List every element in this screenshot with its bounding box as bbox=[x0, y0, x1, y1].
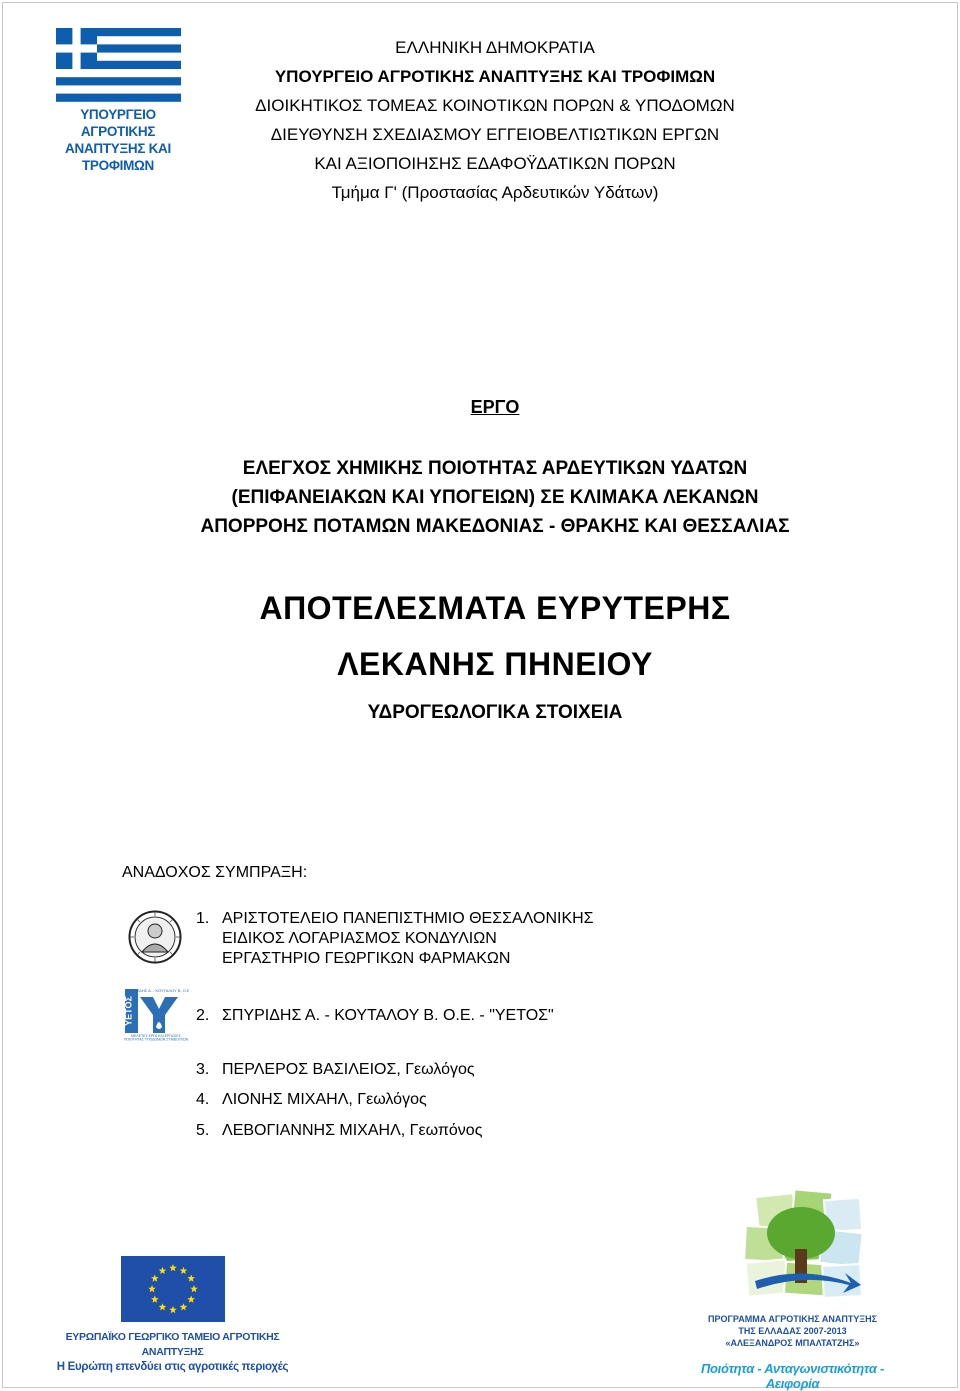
results-subtitle: ΥΔΡΟΓΕΩΛΟΓΙΚΑ ΣΤΟΙΧΕΙΑ bbox=[367, 702, 623, 723]
program-logo-line2: ΤΗΣ ΕΛΛΑΔΑΣ 2007-2013 bbox=[738, 1326, 847, 1336]
project-label: ΕΡΓΟ bbox=[470, 397, 520, 417]
auth-university: ΑΡΙΣΤΟΤΕΛΕΙΟ ΠΑΝΕΠΙΣΤΗΜΙΟ ΘΕΣΣΑΛΟΝΙΚΗΣ bbox=[222, 910, 594, 927]
header-directorate-cont: ΚΑΙ ΑΞΙΟΠΟΙΗΣΗΣ ΕΔΑΦΟΫΔΑΤΙΚΩΝ ΠΟΡΩΝ bbox=[314, 154, 676, 173]
contractor-item-2 bbox=[196, 1006, 209, 1026]
contractor-item-5-text: ΛΕΒΟΓΙΑΝΝΗΣ ΜΙΧΑΗΛ, Γεωπόνος bbox=[222, 1122, 483, 1139]
yetos-vertical-text: ΥΕΤΟΣ bbox=[123, 996, 134, 1026]
contractor-heading: ΑΝΑΔΟΧΟΣ ΣΥΜΠΡΑΞΗ: bbox=[122, 864, 308, 881]
yetos-top-text: ΣΠΥΡΙΔΗΣ Α. - ΚΟΥΤΑΛΟΥ Β. Ο.Ε. bbox=[127, 988, 189, 993]
eu-logo-line2: Η Ευρώπη επενδύει στις αγροτικές περιοχές bbox=[56, 1361, 289, 1373]
yetos-logo bbox=[123, 985, 189, 1041]
eu-logo-line1: ΕΥΡΩΠΑΪΚΟ ΓΕΩΡΓΙΚΟ ΤΑΜΕΙΟ ΑΓΡΟΤΙΚΗΣ ΑΝΑΠΤΥΞΗΣ bbox=[65, 1331, 280, 1358]
project-title-line2: (ΕΠΙΦΑΝΕΙΑΚΩΝ ΚΑΙ ΥΠΟΓΕΙΩΝ) ΣΕ ΚΛΙΜΑΚΑ ΛΕΚΑΝΩΝ bbox=[231, 487, 759, 508]
header-sector: ΔΙΟΙΚΗΤΙΚΟΣ ΤΟΜΕΑΣ ΚΟΙΝΟΤΙΚΩΝ ΠΟΡΩΝ & ΥΠΟΔΟΜΩΝ bbox=[255, 96, 735, 115]
auth-laboratory: ΕΡΓΑΣΤΗΡΙΟ ΓΕΩΡΓΙΚΩΝ ΦΑΡΜΑΚΩΝ bbox=[222, 950, 511, 967]
contractor-item-4-num: 4. bbox=[196, 1091, 210, 1108]
program-logo-line1: ΠΡΟΓΡΑΜΜΑ ΑΓΡΟΤΙΚΗΣ ΑΝΑΠΤΥΞΗΣ bbox=[707, 1314, 878, 1324]
contractor-item-4-text: ΛΙΟΝΗΣ ΜΙΧΑΗΛ, Γεωλόγος bbox=[222, 1091, 427, 1108]
ministry-logo bbox=[48, 26, 188, 173]
auth-special-account: ΕΙΔΙΚΟΣ ΛΟΓΑΡΙΑΣΜΟΣ ΚΟΝΔΥΛΙΩΝ bbox=[222, 930, 497, 947]
ministry-logo-line2: ΑΝΑΠΤΥΞΗΣ ΚΑΙ ΤΡΟΦΙΜΩΝ bbox=[65, 141, 171, 173]
project-title-line3: ΑΠΟΡΡΟΗΣ ΠΟΤΑΜΩΝ ΜΑΚΕΔΟΝΙΑΣ - ΘΡΑΚΗΣ ΚΑΙ ΘΕΣΣΑΛΙΑΣ bbox=[200, 516, 790, 537]
project-title-line1: ΕΛΕΓΧΟΣ ΧΗΜΙΚΗΣ ΠΟΙΟΤΗΤΑΣ ΑΡΔΕΥΤΙΚΩΝ ΥΔΑΤΩΝ bbox=[242, 458, 748, 479]
header-republic: ΕΛΛΗΝΙΚΗ ΔΗΜΟΚΡΑΤΙΑ bbox=[395, 38, 595, 57]
contractor-item-3-text: ΠΕΡΛΕΡΟΣ ΒΑΣΙΛΕΙΟΣ, Γεωλόγος bbox=[222, 1061, 475, 1078]
header-ministry: ΥΠΟΥΡΓΕΙΟ ΑΓΡΟΤΙΚΗΣ ΑΝΑΠΤΥΞΗΣ ΚΑΙ ΤΡΟΦΙΜΩΝ bbox=[274, 67, 716, 86]
contractor-item-1-num: 1. bbox=[196, 910, 210, 927]
contractor-item-1-text bbox=[222, 909, 594, 969]
program-logo-slogan: Ποιότητα - Ανταγωνιστικότητα - Αειφορία bbox=[701, 1361, 884, 1391]
eu-logo bbox=[55, 1256, 290, 1373]
results-title-line1: ΑΠΟΤΕΛΕΣΜΑΤΑ ΕΥΡΥΤΕΡΗΣ bbox=[259, 590, 731, 626]
page-border bbox=[2, 2, 958, 1388]
header-directorate: ΔΙΕΥΘΥΝΣΗ ΣΧΕΔΙΑΣΜΟΥ ΕΓΓΕΙΟΒΕΛΤΙΩΤΙΚΩΝ ΕΡΓΩΝ bbox=[270, 125, 720, 144]
yetos-bottom-text-1: ΜΕΛΕΤΕΣ ΕΡΓΑ ΚΑΙ ΕΡΓΑΣΙΕΣ bbox=[131, 1034, 181, 1038]
ministry-logo-line1: ΥΠΟΥΡΓΕΙΟ ΑΓΡΟΤΙΚΗΣ bbox=[80, 107, 156, 139]
contractor-item-2-num: 2. bbox=[196, 1007, 210, 1024]
contractor-item-2-text: ΣΠΥΡΙΔΗΣ Α. - ΚΟΥΤΑΛΟΥ Β. Ο.Ε. - "ΥΕΤΟΣ" bbox=[222, 1007, 554, 1024]
project-title bbox=[15, 454, 960, 541]
contractor-item-5-num: 5. bbox=[196, 1122, 210, 1139]
program-logo-line3: «ΑΛΕΞΑΝΔΡΟΣ ΜΠΑΛΤΑΤΖΗΣ» bbox=[725, 1338, 860, 1348]
tree-puzzle-icon bbox=[685, 1185, 900, 1315]
program-logo bbox=[685, 1185, 900, 1391]
eu-flag-icon bbox=[55, 1256, 290, 1328]
contractor-item-3-num: 3. bbox=[196, 1061, 210, 1078]
header-department: Τμήμα Γ' (Προστασίας Αρδευτικών Υδάτων) bbox=[331, 183, 659, 202]
contractor-item-1 bbox=[196, 909, 209, 929]
yetos-bottom-text-2: ΠΟΙΟΤΗΤΑΣ ΥΠΟΔΟΜΩΝ ΣΥΜΒΟΥΛΩΝ bbox=[123, 1037, 189, 1041]
auth-seal-logo bbox=[128, 910, 182, 964]
results-title-line2: ΛΕΚΑΝΗΣ ΠΗΝΕΙΟΥ bbox=[337, 646, 653, 682]
header-block bbox=[180, 33, 810, 207]
